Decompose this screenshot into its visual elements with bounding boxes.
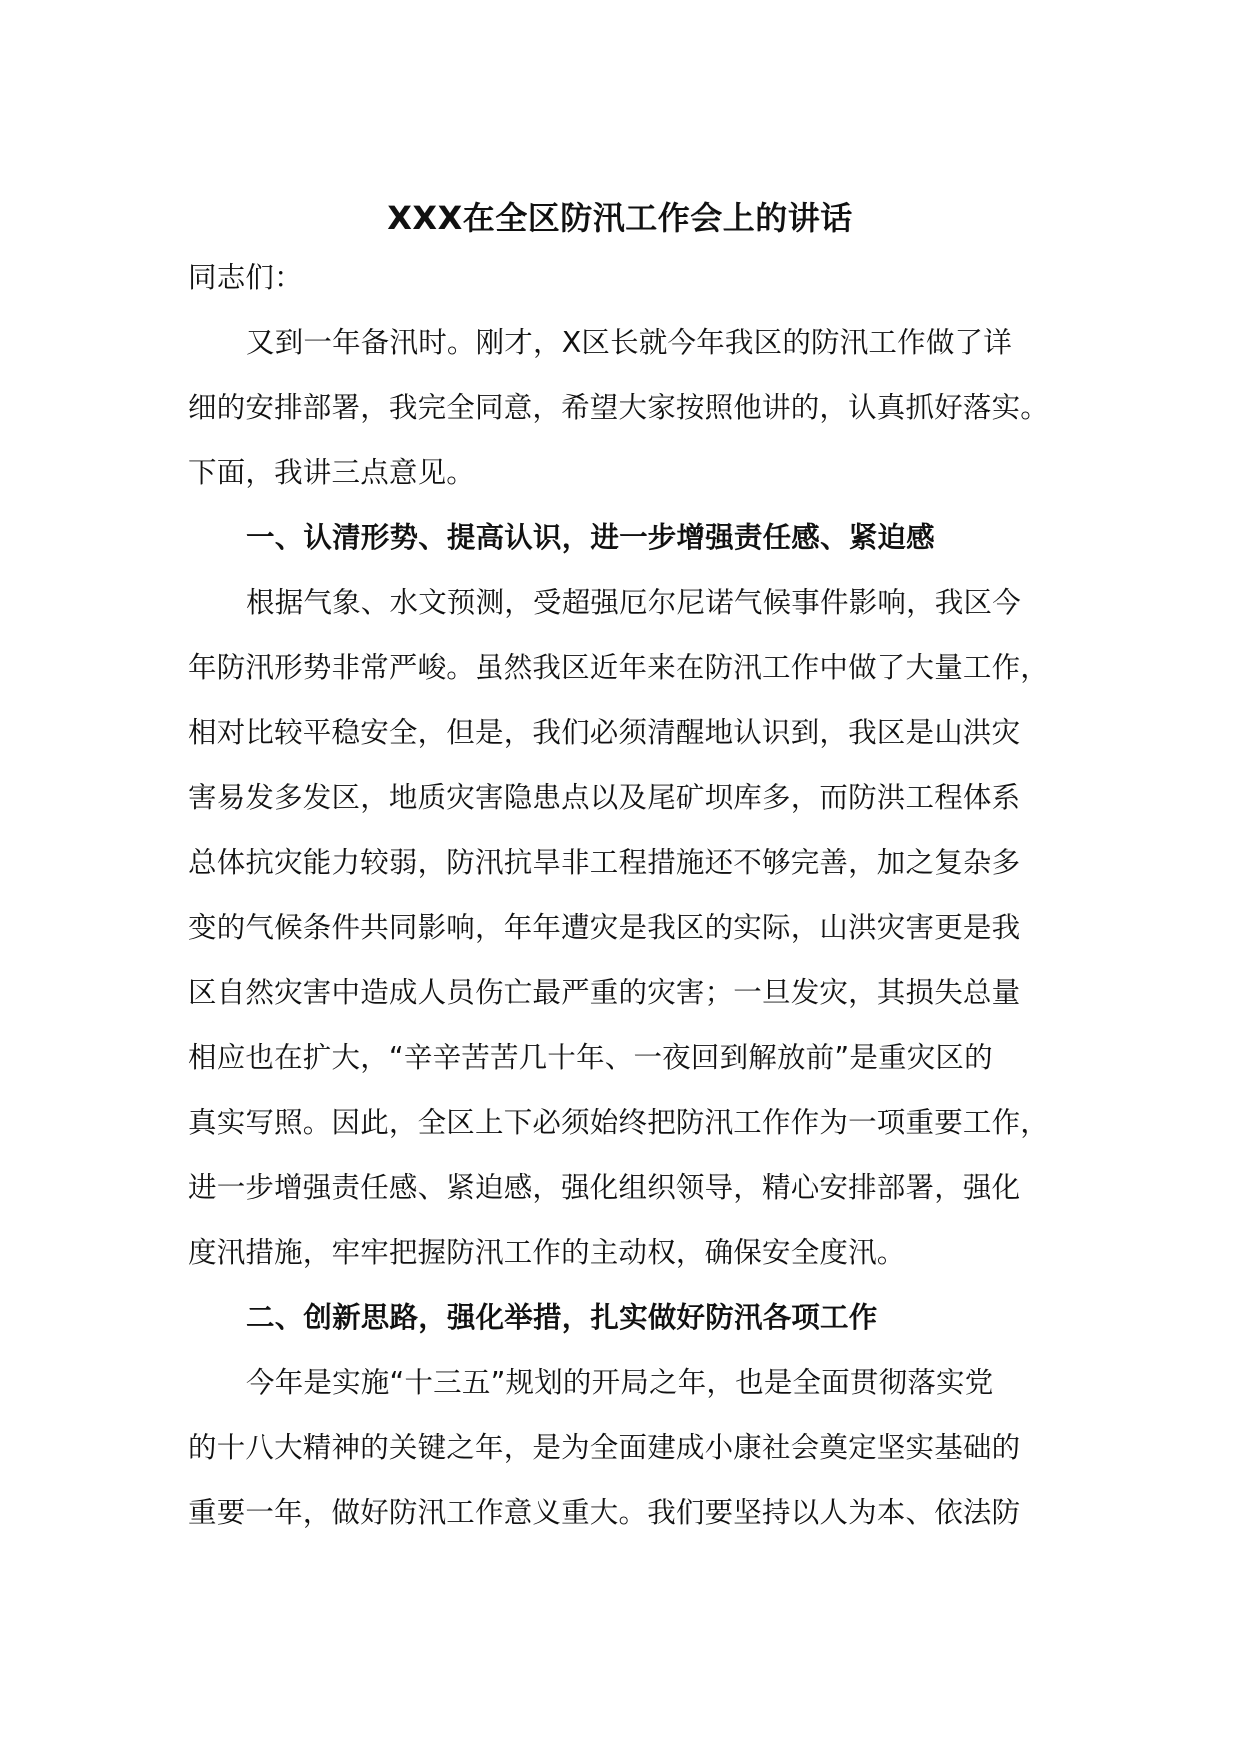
paragraph-line: 下面，我讲三点意见。 [188, 456, 476, 489]
paragraph-line: 重要一年，做好防汛工作意义重大。我们要坚持以人为本、依法防 [188, 1496, 1021, 1529]
paragraph-line: 度汛措施，牢牢把握防汛工作的主动权，确保安全度汛。 [188, 1236, 906, 1269]
paragraph-line: 的十八大精神的关键之年，是为全面建成小康社会奠定坚实基础的 [188, 1431, 1021, 1464]
document-body [188, 245, 1088, 1545]
section-heading-2: 二、创新思路，强化举措，扎实做好防汛各项工作 [246, 1301, 878, 1334]
paragraph-line: 害易发多发区，地质灾害隐患点以及尾矿坝库多，而防洪工程体系 [188, 781, 1021, 814]
document-title: XXX在全区防汛工作会上的讲话 [387, 199, 853, 237]
paragraph-line: 变的气候条件共同影响，年年遭灾是我区的实际，山洪灾害更是我 [188, 911, 1021, 944]
paragraph-line: 年防汛形势非常严峻。虽然我区近年来在防汛工作中做了大量工作， [188, 651, 1050, 684]
paragraph-line: 今年是实施“十三五”规划的开局之年，也是全面贯彻落实党 [246, 1366, 994, 1399]
paragraph-line: 细的安排部署，我完全同意，希望大家按照他讲的，认真抓好落实。 [188, 391, 1050, 424]
paragraph-line: 根据气象、水文预测，受超强厄尔尼诺气候事件影响，我区今 [246, 586, 1021, 619]
paragraph-line: 又到一年备汛时。刚才，X区长就今年我区的防汛工作做了详 [246, 326, 1012, 359]
section-heading-1: 一、认清形势、提高认识，进一步增强责任感、紧迫感 [246, 521, 935, 554]
paragraph-line: 总体抗灾能力较弱，防汛抗旱非工程措施还不够完善，加之复杂多 [188, 846, 1021, 879]
paragraph-line: 相应也在扩大，“辛辛苦苦几十年、一夜回到解放前”是重灾区的 [188, 1041, 993, 1074]
paragraph-line: 进一步增强责任感、紧迫感，强化组织领导，精心安排部署，强化 [188, 1171, 1021, 1204]
paragraph-line: 相对比较平稳安全，但是，我们必须清醒地认识到，我区是山洪灾 [188, 716, 1021, 749]
paragraph-line: 真实写照。因此，全区上下必须始终把防汛工作作为一项重要工作， [188, 1106, 1050, 1139]
salutation: 同志们： [188, 261, 303, 294]
paragraph-line: 区自然灾害中造成人员伤亡最严重的灾害；一旦发灾，其损失总量 [188, 976, 1021, 1009]
